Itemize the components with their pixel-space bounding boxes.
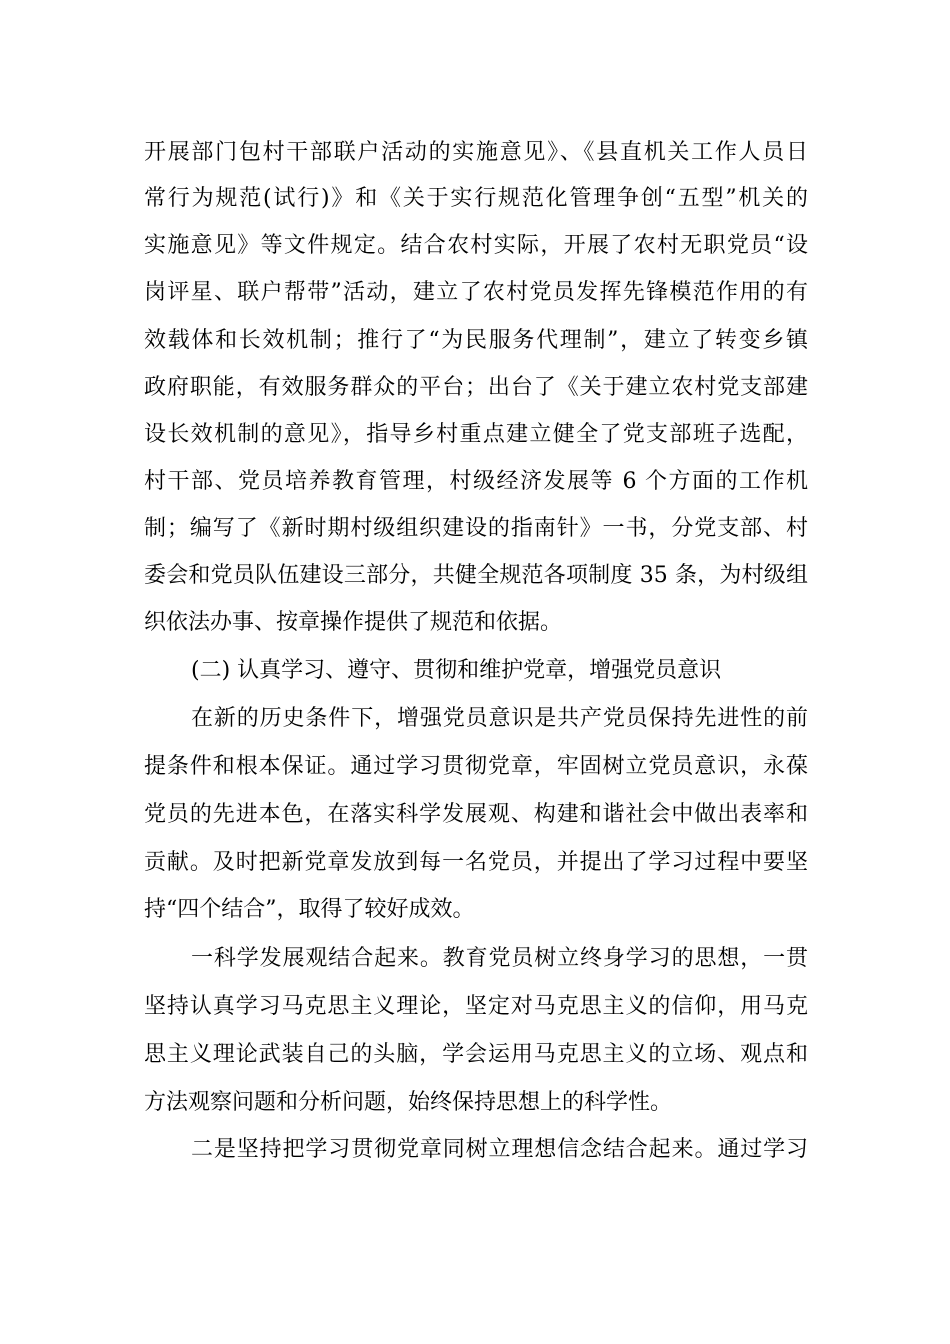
paragraph-line: 二是坚持把学习贯彻党章同树立理想信念结合起来。通过学习	[191, 1137, 808, 1162]
paragraph-line: 岗评星、联户帮带”活动，建立了农村党员发挥先锋模范作用的有	[144, 280, 808, 305]
paragraph-line: 效载体和长效机制；推行了“为民服务代理制”，建立了转变乡镇	[144, 328, 808, 353]
paragraph-line: 坚持认真学习马克思主义理论，坚定对马克思主义的信仰，用马克	[144, 994, 808, 1019]
paragraph-line: 织依法办事、按章操作提供了规范和依据。	[144, 610, 563, 635]
paragraph-line: 持“四个结合”，取得了较好成效。	[144, 897, 475, 922]
paragraph-line: 制；编写了《新时期村级组织建设的指南针》一书，分党支部、村	[144, 516, 808, 541]
paragraph-line: 党员的先进本色，在落实科学发展观、构建和谐社会中做出表率和	[144, 802, 808, 827]
paragraph-line: 提条件和根本保证。通过学习贯彻党章，牢固树立党员意识，永葆	[144, 754, 808, 779]
paragraph-line: 实施意见》等文件规定。结合农村实际，开展了农村无职党员“设	[144, 233, 808, 258]
paragraph-line: 设长效机制的意见》，指导乡村重点建立健全了党支部班子选配，	[144, 422, 808, 447]
paragraph-line: 委会和党员队伍建设三部分，共健全规范各项制度 35 条，为村级组	[144, 563, 808, 588]
section-heading: (二) 认真学习、遵守、贯彻和维护党章，增强党员意识	[191, 658, 722, 683]
paragraph-line: 开展部门包村干部联户活动的实施意见》、《县直机关工作人员日	[144, 140, 808, 165]
paragraph-line: 村干部、党员培养教育管理，村级经济发展等 6 个方面的工作机	[144, 469, 808, 494]
paragraph-line: 政府职能，有效服务群众的平台；出台了《关于建立农村党支部建	[144, 375, 808, 400]
paragraph-line: 常行为规范(试行)》和《关于实行规范化管理争创“五型”机关的	[144, 186, 808, 211]
paragraph-line: 方法观察问题和分析问题，始终保持思想上的科学性。	[144, 1090, 673, 1115]
paragraph-line: 贡献。及时把新党章发放到每一名党员，并提出了学习过程中要坚	[144, 850, 808, 875]
paragraph-line: 思主义理论武装自己的头脑，学会运用马克思主义的立场、观点和	[144, 1042, 808, 1067]
paragraph-line: 一科学发展观结合起来。教育党员树立终身学习的思想，一贯	[191, 946, 808, 971]
paragraph-line: 在新的历史条件下，增强党员意识是共产党员保持先进性的前	[191, 706, 808, 731]
